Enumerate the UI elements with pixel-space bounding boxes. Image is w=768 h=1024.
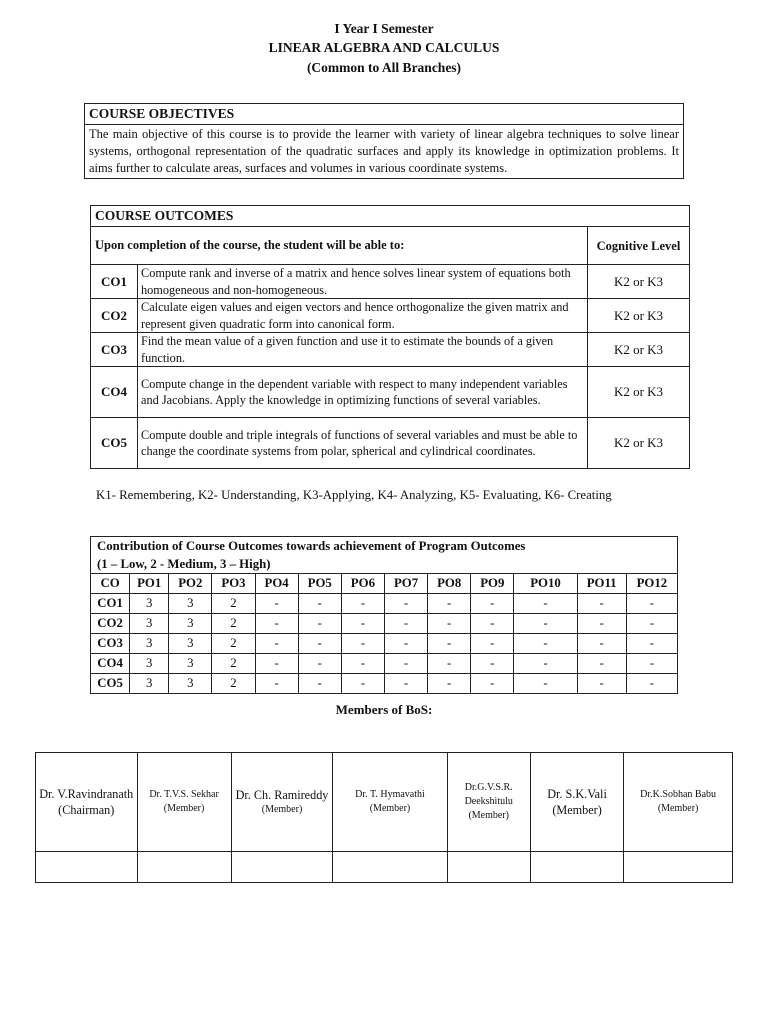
cognitive-legend: K1- Remembering, K2- Understanding, K3-Applying, K4- Analyzing, K5- Evaluating, K6- Creating — [96, 488, 612, 502]
row-code: CO4 — [91, 654, 130, 674]
signature-cell — [333, 852, 447, 883]
po-value: - — [471, 594, 514, 614]
member-name: Dr. T. Hymavathi — [355, 789, 425, 800]
po-value: - — [255, 654, 298, 674]
po-contribution-table — [90, 536, 678, 694]
row-code: CO2 — [91, 614, 130, 634]
po-value: - — [298, 654, 341, 674]
po-value: - — [428, 654, 471, 674]
objectives-text: The main objective of this course is to provide the learner with variety of linear algebra techniques to solve linear systems, orthogonal representation of the quadratic surfaces and apply its knowledge in optimization problems. It aims further to calculate areas, surfaces and volumes in various coordinate systems. — [85, 125, 684, 179]
po-value: - — [626, 654, 677, 674]
column-header-po12: PO12 — [626, 574, 677, 594]
contribution-row — [91, 594, 678, 614]
po-value: - — [298, 594, 341, 614]
po-value: - — [514, 594, 577, 614]
po-value: - — [298, 674, 341, 694]
po-value: - — [384, 634, 427, 654]
po-value: - — [384, 674, 427, 694]
signature-cell — [447, 852, 530, 883]
outcome-description: Calculate eigen values and eigen vectors and hence orthogonalize the given matrix and represent given quadratic form into canonical form. — [138, 299, 588, 333]
po-value: - — [471, 674, 514, 694]
member-name: Dr. S.K.Vali — [547, 787, 607, 801]
bos-members-table — [35, 752, 733, 883]
po-value: - — [577, 654, 626, 674]
contribution-title: Contribution of Course Outcomes towards achievement of Program Outcomes — [97, 539, 526, 553]
outcome-row — [91, 367, 690, 418]
member-name: Dr.K.Sobhan Babu — [640, 789, 717, 800]
bos-title: Members of BoS: — [335, 702, 433, 717]
po-value: 3 — [130, 594, 169, 614]
po-value: 3 — [169, 634, 212, 654]
po-value: - — [626, 634, 677, 654]
po-value: - — [514, 634, 577, 654]
column-header-co: CO — [91, 574, 130, 594]
outcome-level: K2 or K3 — [588, 333, 690, 367]
course-scope: (Common to All Branches) — [306, 60, 462, 75]
signature-cell — [36, 852, 138, 883]
member-role: (Member) — [369, 803, 411, 814]
column-header-po6: PO6 — [341, 574, 384, 594]
member-name: Dr. V.Ravindranath — [39, 787, 134, 801]
bos-signature-row — [36, 852, 733, 883]
column-header-po11: PO11 — [577, 574, 626, 594]
po-value: - — [298, 634, 341, 654]
semester-title: I Year I Semester — [334, 21, 434, 36]
column-header-po3: PO3 — [212, 574, 255, 594]
row-code: CO3 — [91, 634, 130, 654]
course-title: LINEAR ALGEBRA AND CALCULUS — [268, 40, 500, 55]
member-name: Dr.G.V.S.R. Deekshitulu — [464, 782, 513, 807]
outcome-level: K2 or K3 — [588, 265, 690, 299]
po-value: 3 — [169, 654, 212, 674]
outcome-code: CO5 — [91, 418, 138, 469]
outcome-description: Compute change in the dependent variable with respect to many independent variables and Jacobians. Apply the knowledge in optimizing functions of several variables. — [138, 367, 588, 418]
po-value: - — [384, 654, 427, 674]
po-value: 2 — [212, 614, 255, 634]
po-value: - — [428, 594, 471, 614]
po-value: - — [341, 634, 384, 654]
po-value: - — [341, 614, 384, 634]
signature-cell — [624, 852, 733, 883]
column-header-po5: PO5 — [298, 574, 341, 594]
outcome-row — [91, 333, 690, 367]
course-objectives-table — [84, 103, 684, 179]
po-value: - — [626, 674, 677, 694]
outcome-code: CO3 — [91, 333, 138, 367]
bos-member — [530, 753, 623, 852]
bos-member — [137, 753, 231, 852]
column-header-po1: PO1 — [130, 574, 169, 594]
po-value: - — [298, 614, 341, 634]
po-value: - — [577, 594, 626, 614]
member-role: (Member) — [552, 803, 602, 817]
po-value: - — [341, 654, 384, 674]
contribution-row — [91, 654, 678, 674]
bos-member — [447, 753, 530, 852]
contribution-row — [91, 674, 678, 694]
signature-cell — [137, 852, 231, 883]
column-header-po9: PO9 — [471, 574, 514, 594]
row-code: CO1 — [91, 594, 130, 614]
po-value: - — [471, 654, 514, 674]
signature-cell — [530, 852, 623, 883]
po-value: - — [471, 634, 514, 654]
po-value: - — [471, 614, 514, 634]
po-value: - — [255, 634, 298, 654]
po-value: 3 — [130, 654, 169, 674]
po-value: - — [255, 614, 298, 634]
member-role: (Member) — [468, 810, 509, 821]
outcome-level: K2 or K3 — [588, 367, 690, 418]
po-value: - — [514, 654, 577, 674]
member-role: (Member) — [657, 803, 699, 814]
contribution-header-row — [91, 574, 678, 594]
column-header-po8: PO8 — [428, 574, 471, 594]
po-value: - — [577, 674, 626, 694]
outcome-description: Compute double and triple integrals of functions of several variables and must be able to change the coordinate systems from polar, spherical and cylindrical coordinates. — [138, 418, 588, 469]
contribution-row — [91, 614, 678, 634]
outcome-level: K2 or K3 — [588, 418, 690, 469]
po-value: - — [428, 614, 471, 634]
po-value: 2 — [212, 654, 255, 674]
po-value: 3 — [169, 614, 212, 634]
po-value: - — [514, 614, 577, 634]
po-value: - — [428, 634, 471, 654]
po-value: 3 — [169, 594, 212, 614]
outcome-description: Compute rank and inverse of a matrix and hence solves linear system of equations both homogeneous and non-homogeneous. — [138, 265, 588, 299]
row-code: CO5 — [91, 674, 130, 694]
member-role: (Member) — [261, 804, 303, 815]
contribution-scale: (1 – Low, 2 - Medium, 3 – High) — [97, 557, 271, 571]
outcomes-subheader: Upon completion of the course, the student will be able to: — [91, 227, 588, 265]
po-value: 2 — [212, 594, 255, 614]
po-value: - — [341, 674, 384, 694]
outcome-row — [91, 265, 690, 299]
po-value: - — [428, 674, 471, 694]
po-value: - — [384, 614, 427, 634]
outcomes-heading: COURSE OUTCOMES — [91, 206, 690, 227]
po-value: 3 — [130, 674, 169, 694]
member-role: (Member) — [163, 803, 205, 814]
signature-cell — [231, 852, 333, 883]
po-value: - — [626, 614, 677, 634]
column-header-po7: PO7 — [384, 574, 427, 594]
course-outcomes-table — [90, 205, 690, 469]
member-name: Dr. Ch. Ramireddy — [235, 788, 329, 802]
bos-member — [231, 753, 333, 852]
po-value: 3 — [130, 634, 169, 654]
po-value: - — [341, 594, 384, 614]
outcome-row — [91, 299, 690, 333]
outcome-code: CO4 — [91, 367, 138, 418]
column-header-po2: PO2 — [169, 574, 212, 594]
column-header-po4: PO4 — [255, 574, 298, 594]
cognitive-level-header: Cognitive Level — [588, 227, 690, 265]
po-value: - — [384, 594, 427, 614]
bos-member — [333, 753, 447, 852]
po-value: 3 — [130, 614, 169, 634]
po-value: 2 — [212, 634, 255, 654]
outcome-level: K2 or K3 — [588, 299, 690, 333]
po-value: - — [577, 634, 626, 654]
member-role: (Chairman) — [58, 803, 115, 817]
po-value: - — [255, 594, 298, 614]
contribution-row — [91, 634, 678, 654]
po-value: 2 — [212, 674, 255, 694]
outcome-row — [91, 418, 690, 469]
member-name: Dr. T.V.S. Sekhar — [149, 789, 219, 800]
outcome-description: Find the mean value of a given function and use it to estimate the bounds of a given function. — [138, 333, 588, 367]
outcome-code: CO2 — [91, 299, 138, 333]
po-value: - — [255, 674, 298, 694]
bos-members-row — [36, 753, 733, 852]
contribution-heading — [91, 537, 678, 574]
po-value: - — [577, 614, 626, 634]
po-value: - — [514, 674, 577, 694]
po-value: 3 — [169, 674, 212, 694]
outcome-code: CO1 — [91, 265, 138, 299]
bos-member — [624, 753, 733, 852]
objectives-heading: COURSE OBJECTIVES — [85, 104, 684, 125]
bos-member — [36, 753, 138, 852]
column-header-po10: PO10 — [514, 574, 577, 594]
po-value: - — [626, 594, 677, 614]
